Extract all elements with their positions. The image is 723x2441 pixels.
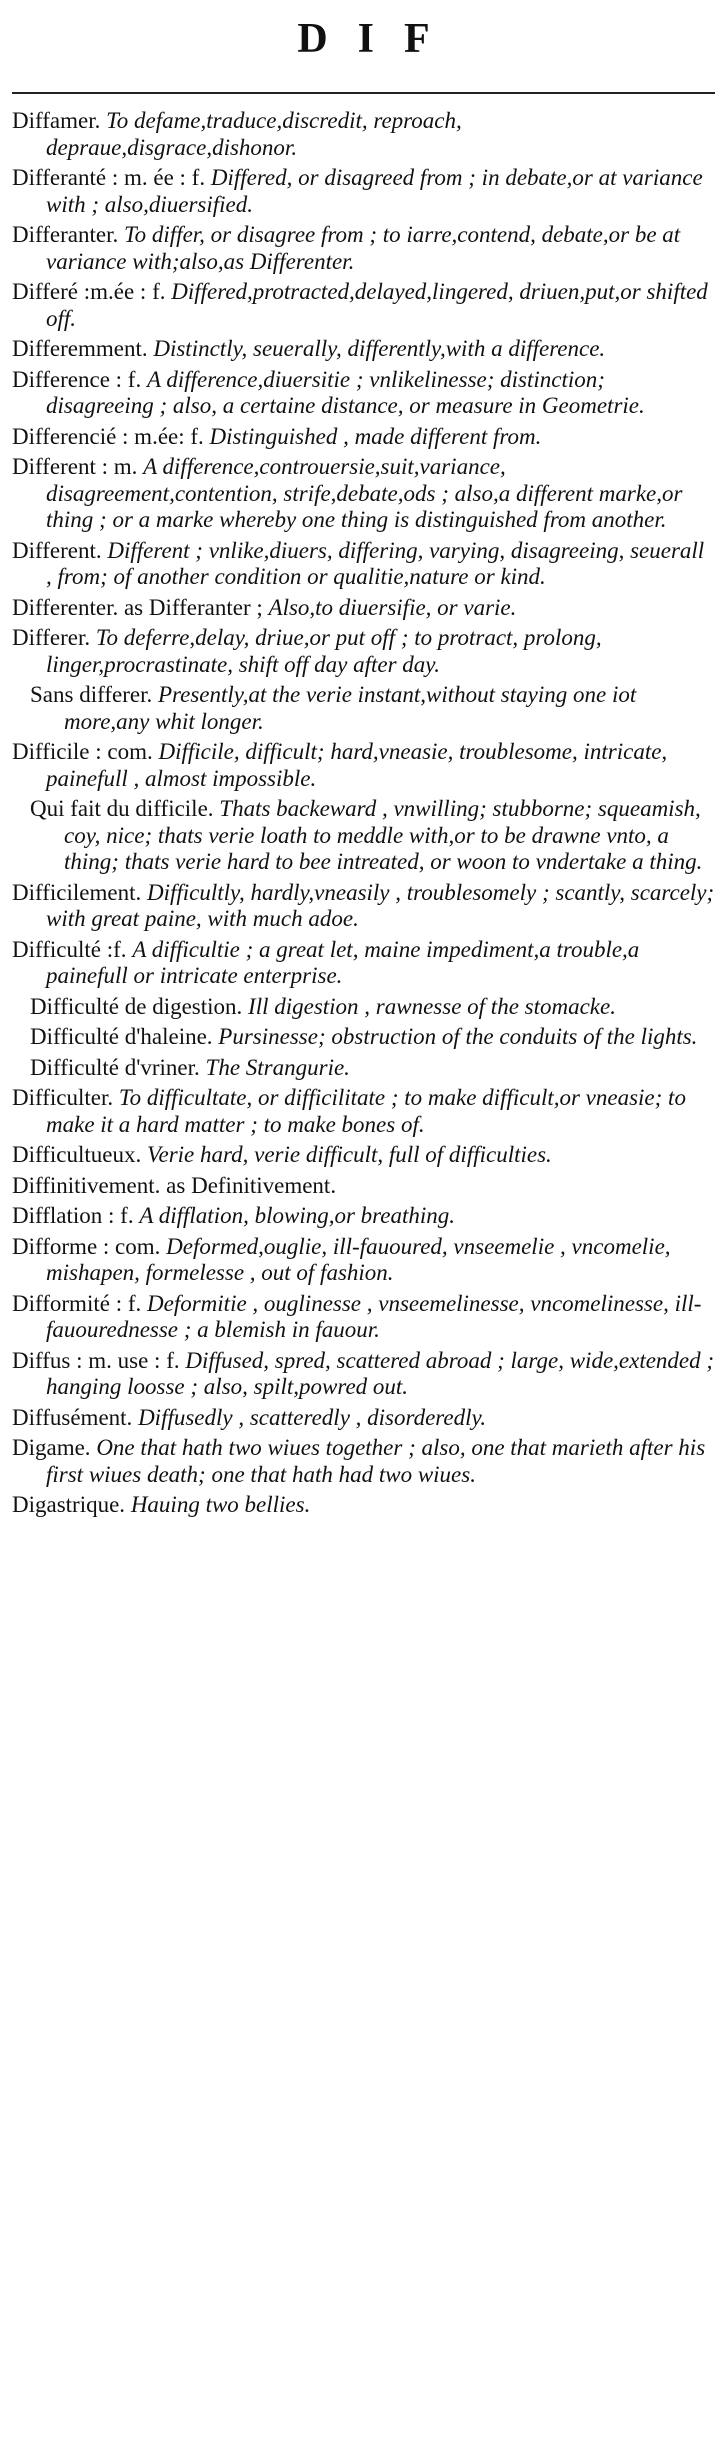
- dictionary-entry: [12, 1291, 715, 1344]
- entries-list: [12, 108, 715, 1519]
- entry-headword: Digame.: [12, 1435, 91, 1460]
- dictionary-entry: [12, 1405, 715, 1432]
- dictionary-entry: [12, 1085, 715, 1138]
- dictionary-entry: [12, 1234, 715, 1287]
- entry-grammar: : f.: [115, 366, 142, 392]
- entry-headword: Differanté: [12, 165, 107, 190]
- entry-definition: Also,to diuersifie, or varie.: [268, 594, 517, 620]
- dictionary-entry: [12, 739, 715, 792]
- entry-headword: Diffus: [12, 1347, 71, 1373]
- entry-definition: Pursinesse; obstruction of the conduits of the lights.: [218, 1024, 698, 1049]
- entry-definition: Hauing two bellies.: [130, 1492, 311, 1517]
- dictionary-entry: [12, 1203, 715, 1230]
- entry-grammar: :f.: [106, 936, 127, 962]
- entry-definition: Differed, or disagreed from ; in debate,or at variance with ; also,diuersified.: [46, 165, 703, 217]
- entry-definition: A difference,diuersitie ; vnlikelinesse; distinction; disagreeing ; also, a certaine distance, or measure in Geometrie.: [46, 366, 645, 418]
- entry-headword: Differer.: [12, 625, 91, 650]
- entry-headword: Difference: [12, 366, 110, 392]
- entry-headword: Difformité: [12, 1290, 110, 1316]
- dictionary-entry: [12, 454, 715, 534]
- entry-headword: Different.: [12, 537, 102, 563]
- dictionary-entry: [12, 1173, 715, 1200]
- entry-headword: Diffusément.: [12, 1404, 133, 1430]
- entry-definition: The Strangurie.: [205, 1054, 350, 1080]
- entry-definition: Verie hard, verie difficult, full of difficulties.: [147, 1142, 552, 1167]
- dictionary-entry: [12, 1055, 715, 1082]
- entry-headword: Difficulté: [12, 936, 101, 962]
- entry-headword: Difficultueux.: [12, 1142, 142, 1167]
- entry-definition: Diffusedly , scatteredly , disorderedly.: [138, 1404, 487, 1430]
- entry-definition: Presently,at the verie instant,without staying one iot more,any whit longer.: [64, 682, 637, 734]
- entry-headword: Digastrique.: [12, 1492, 126, 1517]
- entry-grammar: : m. ée : f.: [111, 165, 206, 190]
- dictionary-entry: [12, 880, 715, 933]
- page-header-title: DIF: [297, 16, 460, 62]
- entry-grammar: : m.: [101, 454, 138, 479]
- entry-definition: Distinctly, seuerally, differently,with a difference.: [153, 336, 606, 361]
- entry-headword: Sans differer.: [30, 682, 153, 707]
- entry-grammar: : f.: [115, 1290, 142, 1316]
- entry-grammar: as Differanter ;: [123, 594, 263, 620]
- dictionary-entry: [12, 222, 715, 275]
- entry-definition: To differ, or disagree from ; to iarre,contend, debate,or be at variance with;also,as Differenter.: [46, 222, 681, 274]
- dictionary-entry: [12, 595, 715, 622]
- entry-definition: Difficultly, hardly,vneasily , troublesomely ; scantly, scarcely; with great paine, with much adoe.: [46, 879, 715, 931]
- entry-definition: Different ; vnlike,diuers, differing, varying, disagreeing, seuerall , from; of another condition or qualitie,nature or kind.: [46, 537, 705, 589]
- dictionary-entry: [12, 1492, 715, 1519]
- entry-grammar: : m.ée: f.: [122, 423, 204, 449]
- dictionary-entry: [12, 538, 715, 591]
- dictionary-entry: [12, 1024, 715, 1051]
- entry-headword: Differencié: [12, 423, 117, 449]
- entry-headword: Difficulté d'haleine.: [30, 1024, 213, 1049]
- entry-headword: Differé: [12, 279, 78, 304]
- entry-definition: A difference,controuersie,suit,variance, disagreement,contention, strife,debate,ods ; also,a different marke,or thing ; or a marke whereby one thing is distinguished from another.: [46, 454, 683, 532]
- entry-definition: Deformitie , ouglinesse , vnseemelinesse, vncomelinesse, ill-fauourednesse ; a blemish in fauour.: [46, 1290, 702, 1342]
- entry-definition: One that hath two wiues together ; also, one that marieth after his first wiues death; one that hath had two wiues.: [46, 1435, 706, 1487]
- entry-headword: Difflation: [12, 1203, 103, 1228]
- entry-grammar: : com.: [102, 1233, 161, 1259]
- entry-definition: To deferre,delay, driue,or put off ; to protract, prolong, linger,procrastinate, shift off day after day.: [46, 625, 602, 677]
- entry-headword: Difficulter.: [12, 1085, 114, 1110]
- entry-definition: Deformed,ouglie, ill-fauoured, vnseemelie , vncomelie, mishapen, formelesse , out of fashion.: [46, 1233, 671, 1285]
- entry-headword: Difficile: [12, 739, 90, 764]
- entry-headword: Differenter.: [12, 594, 119, 620]
- entry-headword: Differemment.: [12, 336, 148, 361]
- entry-definition: Difficile, difficult; hard,vneasie, troublesome, intricate, painefull , almost impossible.: [46, 739, 668, 791]
- dictionary-entry: [12, 424, 715, 451]
- entry-headword: Differanter.: [12, 222, 119, 247]
- entry-definition: Ill digestion , rawnesse of the stomacke.: [248, 993, 616, 1019]
- entry-headword: Diffinitivement.: [12, 1172, 161, 1198]
- entry-definition: A difficultie ; a great let, maine impediment,a trouble,a painefull or intricate enterprise.: [46, 936, 640, 988]
- entry-definition: Diffused, spred, scattered abroad ; large, wide,extended ; hanging loosse ; also, spilt,powred out.: [46, 1347, 715, 1399]
- dictionary-entry: [12, 1142, 715, 1169]
- dictionary-entry: [12, 367, 715, 420]
- entry-definition: Differed,protracted,delayed,lingered, driuen,put,or shifted off.: [46, 279, 708, 331]
- entry-definition: To difficultate, or difficilitate ; to make difficult,or vneasie; to make it a hard matter ; to make bones of.: [46, 1085, 686, 1137]
- entry-headword: Diffamer.: [12, 108, 101, 133]
- entry-definition: Distinguished , made different from.: [209, 423, 542, 449]
- dictionary-entry: [12, 108, 715, 161]
- entry-headword: Difficilement.: [12, 879, 142, 905]
- entry-definition: To defame,traduce,discredit, reproach, depraue,disgrace,dishonor.: [46, 108, 462, 160]
- entry-headword: Difficulté d'vriner.: [30, 1054, 200, 1080]
- entry-grammar: :m.ée : f.: [83, 279, 166, 304]
- dictionary-entry: [12, 625, 715, 678]
- entry-definition: A difflation, blowing,or breathing.: [139, 1203, 455, 1228]
- entry-grammar: as Definitivement.: [166, 1172, 337, 1198]
- entry-grammar: : m. use : f.: [76, 1347, 180, 1373]
- dictionary-entry: [12, 937, 715, 990]
- dictionary-entry: [12, 279, 715, 332]
- entry-headword: Qui fait du difficile.: [30, 796, 214, 821]
- dictionary-entry: [12, 994, 715, 1021]
- dictionary-entry: [12, 796, 715, 876]
- header-rule: [12, 92, 715, 94]
- entry-grammar: : f.: [108, 1203, 134, 1228]
- dictionary-entry: [12, 336, 715, 363]
- entry-definition: Thats backeward , vnwilling; stubborne; squeamish, coy, nice; thats verie loath to meddle with,or to be drawne vnto, a thing; thats verie hard to bee intreated, or woon to vndertake a thing.: [64, 796, 703, 874]
- entry-headword: Difficulté de digestion.: [30, 993, 243, 1019]
- entry-grammar: : com.: [95, 739, 153, 764]
- dictionary-entry: [12, 1435, 715, 1488]
- dictionary-entry: [12, 165, 715, 218]
- entry-headword: Difforme: [12, 1233, 98, 1259]
- dictionary-entry: [12, 682, 715, 735]
- dictionary-entry: [12, 1348, 715, 1401]
- entry-headword: Different: [12, 454, 96, 479]
